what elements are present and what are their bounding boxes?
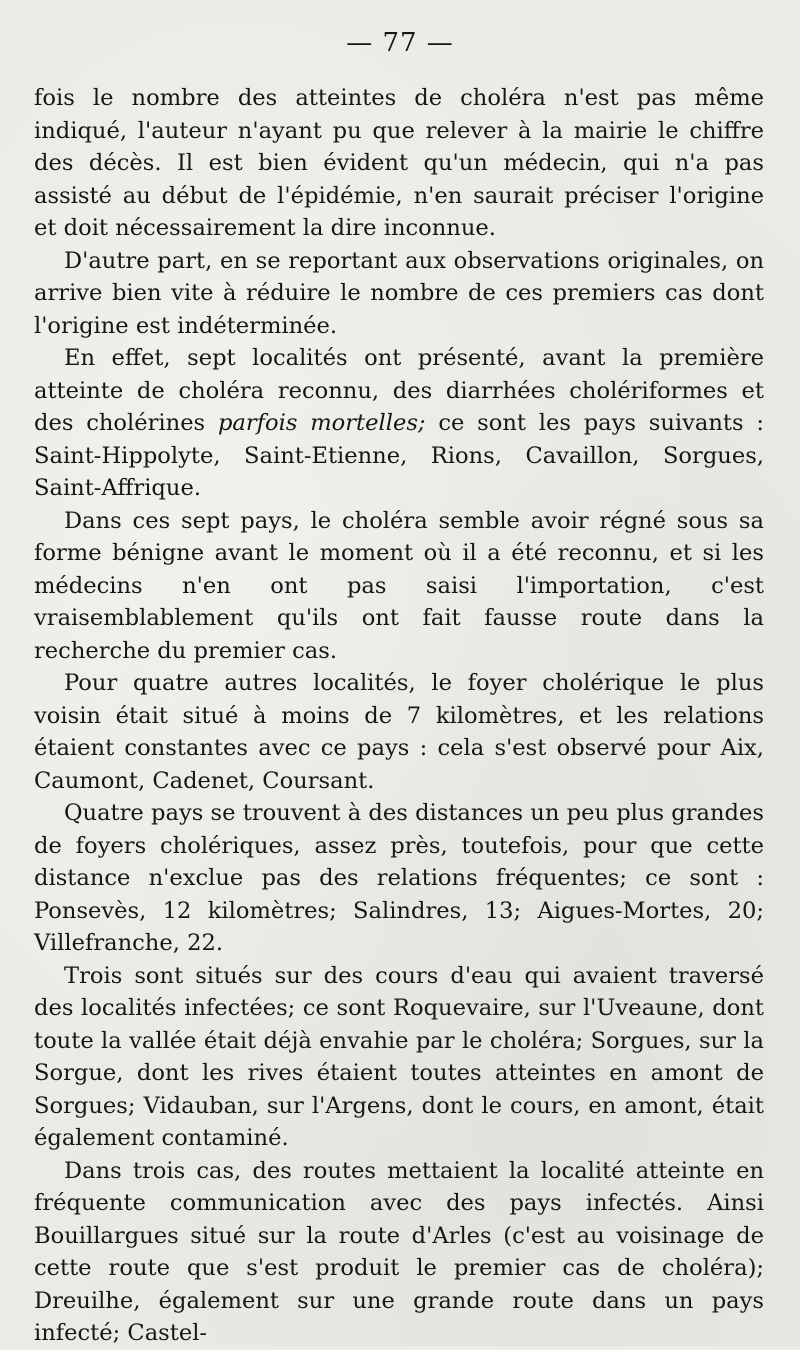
paragraph-5-text: Pour quatre autres localités, le foyer cholérique le plus voisin était situé à moins de 7 kilomètres, et les relations étaient constantes avec ce pays : cela s'est observé pour Aix, Caumont, Cadenet, Coursant.: [34, 670, 764, 794]
paragraph-4-text: Dans ces sept pays, le choléra semble avoir régné sous sa forme bénigne avant le moment où il a été reconnu, et si les médecins n'en ont pas saisi l'importation, c'est vraisemblablement qu'ils ont fait fausse route dans la recherche du premier cas.: [34, 507, 764, 664]
paragraph-5: [34, 667, 764, 797]
paragraph-2: [34, 245, 764, 343]
paragraph-4: [34, 505, 764, 668]
paragraph-1-text: fois le nombre des atteintes de choléra n'est pas même indiqué, l'auteur n'ayant pu que relever à la mairie le chiffre des décès. Il est bien évident qu'un médecin, qui n'a pas assisté au début de l'épidémie, n'en saurait préciser l'origine et doit nécessairement la dire inconnue.: [34, 85, 764, 241]
paragraph-2-text: D'autre part, en se reportant aux observations originales, on arrive bien vite à réduire le nombre de ces premiers cas dont l'origine est indéterminée.: [34, 247, 764, 339]
paragraph-8: [34, 1155, 764, 1350]
page-number: — 77 —: [346, 28, 454, 58]
paragraph-3-text-b: ce sont les pays suivants : Saint-Hippolyte, Saint-Etienne, Rions, Cavaillon, Sorgues, Saint-Affrique.: [34, 410, 764, 501]
paragraph-3-text-a: En effet, sept localités ont présenté, avant la première atteinte de choléra reconnu, des diarrhées cholériformes et des cholérines: [34, 345, 764, 436]
paragraph-3: [34, 342, 764, 505]
paragraph-8-text: Dans trois cas, des routes mettaient la localité atteinte en fréquente communication avec des pays infectés. Ainsi Bouillargues situé sur la route d'Arles (c'est au voisinage de cette route que s'est produit le premier cas de choléra); Dreuilhe, également sur une grande route dans un pays infecté; Castel-: [34, 1157, 764, 1346]
body-text: [34, 82, 764, 1350]
paragraph-6: [34, 797, 764, 960]
paragraph-7-text: Trois sont situés sur des cours d'eau qui avaient traversé des localités infectées; ce sont Roquevaire, sur l'Uveaune, dont toute la vallée était déjà envahie par le choléra; Sorgues, sur la Sorgue, dont les rives étaient toutes atteintes en amont de Sorgues; Vidauban, sur l'Argens, dont le cours, en amont, était également contaminé.: [34, 962, 764, 1151]
paragraph-6-text: Quatre pays se trouvent à des distances un peu plus grandes de foyers cholériques, assez près, toutefois, pour que cette distance n'exclue pas des relations fréquentes; ce sont : Ponsevès, 12 kilomètres; Salindres, 13; Aigues-Mortes, 20; Villefranche, 22.: [34, 800, 764, 956]
paragraph-1: [34, 82, 764, 245]
paragraph-3-italic: parfois mortelles;: [217, 410, 426, 436]
paragraph-7: [34, 960, 764, 1155]
